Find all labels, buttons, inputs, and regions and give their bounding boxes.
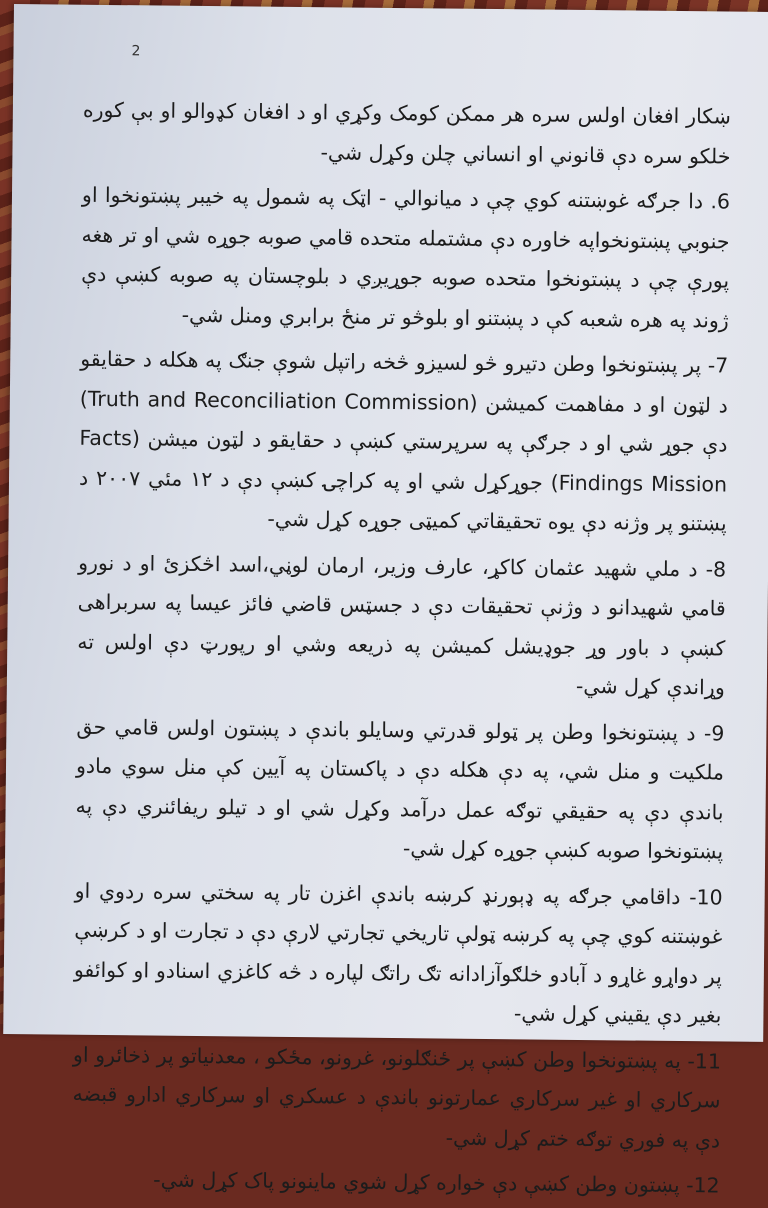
paragraph-intro: ښکار افغان اولس سره هر ممکن کومک وکړي او د افغان کډوالو او بې کوره خلکو سره دې قانوني او انساني چلن وکړل شي- bbox=[82, 97, 731, 169]
paragraph-9: 9- د پښتونخوا وطن پر ټولو قدرتي وسایلو باندې د پښتون اولس قامي حق ملکیت و منل شي، په دې هکله دې د پاکستان په آیین کې منل سوي مادو باندې دې په حقیقي توګه عمل درآمد وکړل شي او د تیلو ریفائنري دې په پښتونخوا صوبه کښې جوړه کړل شي- bbox=[75, 714, 725, 864]
paragraph-10: 10- داقامي جرګه په ډېورنډ کرښه باندې اغزن تار په سختي سره ردوي او غوښتنه کوي چې په کرښه ټولې تاریخي تجارتي لارې دې د تجارت او د کرښې پر دواړو غاړو د آبادو خلګوآزادانه تګ راتګ لپاره د څه کاغزي اسنادو او کوائفو بغیر دې یقیني کړل شي- bbox=[73, 878, 723, 1028]
paragraph-8: 8- د ملي شهید عثمان کاکړ، عارف وزیر، ارمان لوڼي،اسد اڅکزئ او د نورو قامي شهیدانو د وژنې تحقیقات دې د جسټس قاضي فائز عیسا په سربراهی کښې د باور وړ جوډیشل کمیشن په ذریعه وشي او رپورټ دې اولس ته وړاندې کړل شي- bbox=[77, 550, 727, 700]
paragraph-6: 6. دا جرګه غوښتنه کوي چې د میانوالي - اټک په شمول په خیبر پښتونخوا او جنوبي پښتونخواپه خاوره دې مشتمله متحده قامي صوبه جوړه شي او تر هغه پورې چې د پښتونخوا متحده صوبه جوړیږي د بلوچستان په صوبه کښې دې ژوند په هره شعبه کې د پښتنو او بلوڅو تر منځ برابري ومنل شي- bbox=[81, 182, 731, 333]
paragraph-11: 11- په پښتونخوا وطن کښې پر ځنګلونو، غرونو، مځکو ، معدنیاتو پر ذخائرو او سرکاري او غیر سرکاري عمارتونو باندې د عسکري او سرکاري ادارو قبضه دې په فوري توګه ختم کړل شي- bbox=[72, 1042, 722, 1152]
paragraph-7: 7- پر پښتونخوا وطن دتیرو څو لسیزو څخه راتپل شوې جنګ په هکله د حقایقو د لټون او د مفاهمت کمیشن (Truth and Reconciliation Commission) دې جوړ شي او د جرګې په سرپرستي کښې د حقایقو د لټون میشن (Facts Findings Mission) جوړکړل شي او په کراچۍ کښې دې د ۱۲ مئي ۲۰۰۷ د پښتنو پر وژنه دې يوه تحقیقاتي کمیټی جوړه کړل شي- bbox=[78, 346, 729, 536]
page-number: 2 bbox=[131, 43, 141, 60]
document-page bbox=[3, 4, 768, 1198]
document-body bbox=[71, 91, 731, 1208]
paragraph-12: 12- پښتون وطن کښې دې خواره کړل شوي ماینونو پاک کړل شي- bbox=[153, 1167, 720, 1198]
